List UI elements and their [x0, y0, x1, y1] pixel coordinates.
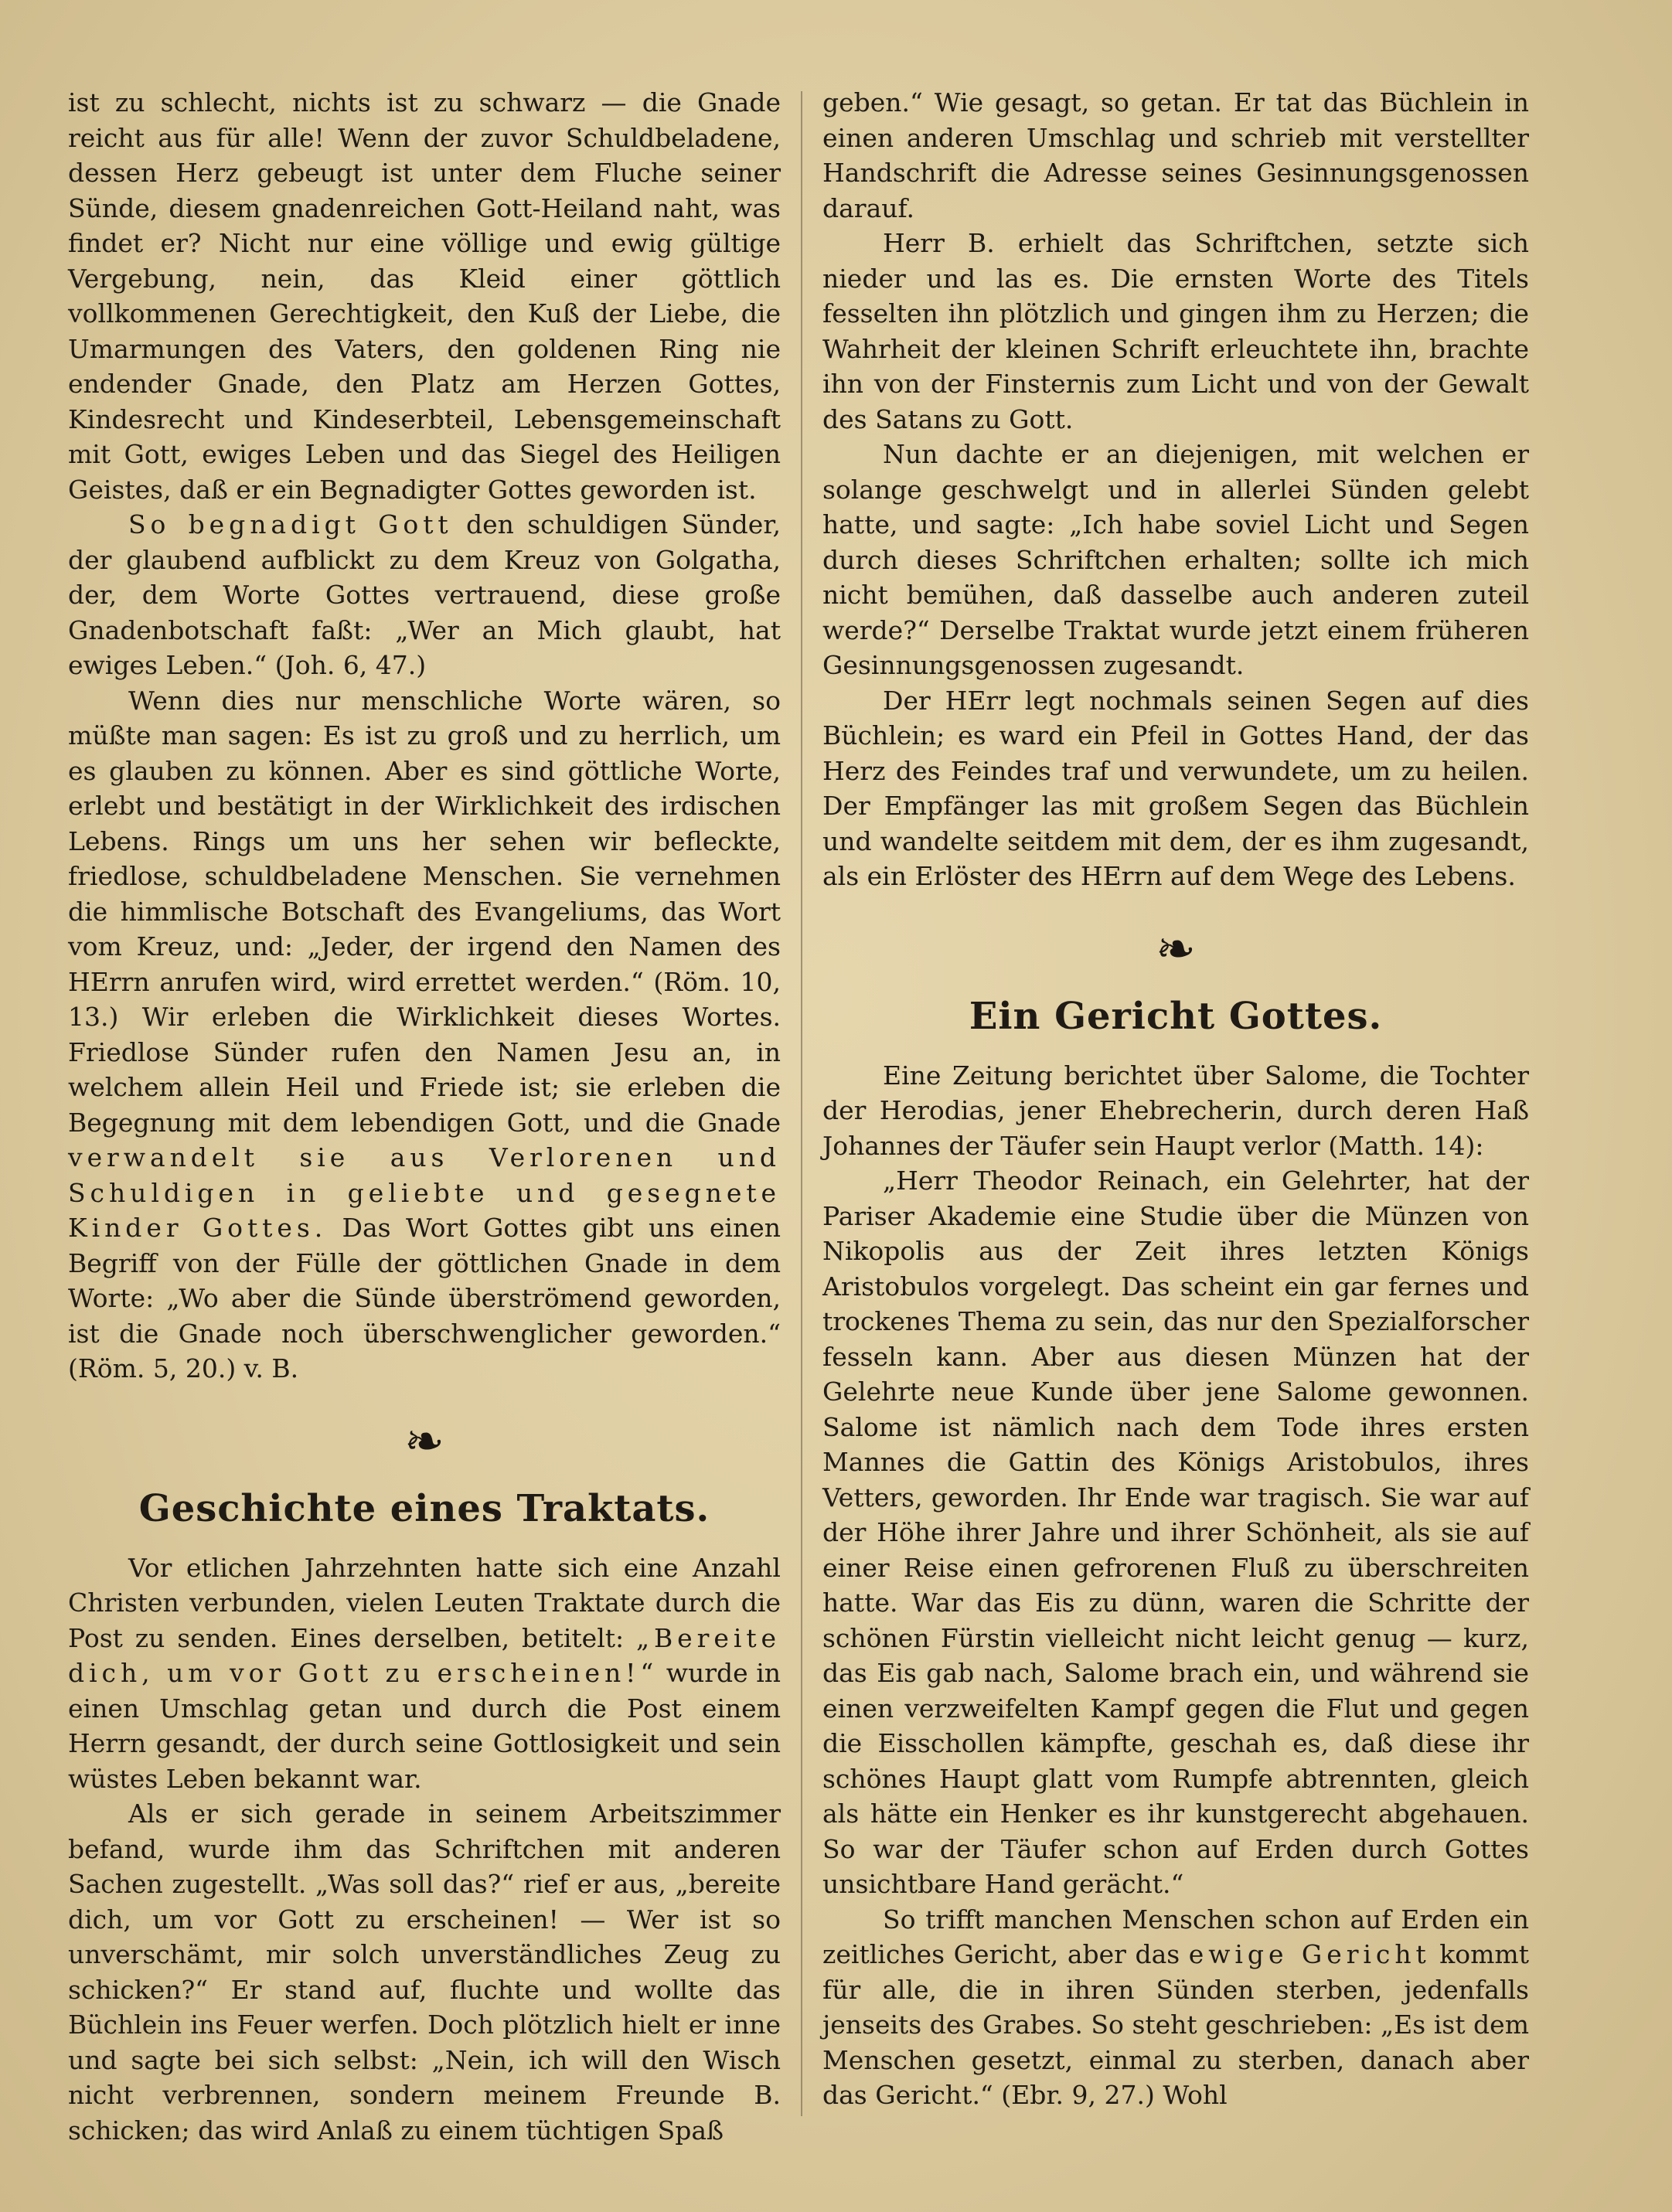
paragraph [68, 1550, 781, 1797]
emphasized-text: „Bereite dich, um vor Gott zu erscheinen!“ [68, 1622, 781, 1688]
paragraph: Eine Zeitung berichtet über Salome, die Tochter der Herodias, jener Ehebrecherin, durch deren Haß Johannes der Täufer sein Haupt verlor (Matth. 14): [822, 1060, 1529, 1161]
emphasized-text: verwandelt sie aus Verlorenen und Schuldigen in geliebte und gesegnete Kinder Gottes. [68, 1142, 781, 1243]
ornament-icon: ❧ [404, 1412, 444, 1469]
column-divider [801, 91, 802, 2116]
article-heading: Geschichte eines Traktats. [138, 1486, 710, 1530]
paragraph: geben.“ Wie gesagt, so getan. Er tat das Büchlein in einen anderen Umschlag und schrieb mit verstellter Handschrift die Adresse seines Gesinnungsgenossen darauf. [822, 87, 1529, 223]
paragraph: Als er sich gerade in seinem Arbeitszimmer befand, wurde ihm das Schriftchen mit anderen Sachen zugestellt. „Was soll das?“ rief er aus, „bereite dich, um vor Gott zu erscheinen! — Wer ist so unverschämt, mir solch unverständliches Zeug zu schicken?“ Er stand auf, fluchte und wollte das Büchlein ins Feuer werfen. Doch plötzlich hielt er inne und sagte bei sich selbst: „Nein, ich will den Wisch nicht verbrennen, sondern meinem Freunde B. schicken; das wird Anlaß zu einem tüchtigen Spaß [68, 1799, 781, 2146]
paragraph: Nun dachte er an diejenigen, mit welchen er solange geschwelgt und in allerlei Sünden gelebt hatte, und sagte: „Ich habe soviel Licht und Segen durch dieses Schriftchen erhalten; sollte ich mich nicht bemühen, daß dasselbe auch anderen zuteil werde?“ Derselbe Traktat wurde jetzt einem früheren Gesinnungsgenossen zugesandt. [822, 439, 1529, 680]
article-heading: Ein Gericht Gottes. [969, 994, 1383, 1038]
paragraph-text: Wenn dies nur menschliche Worte wären, so müßte man sagen: Es ist zu groß und zu herrlich, um es glauben zu können. Aber es sind göttliche Worte, erlebt und bestätigt in der Wirklichkeit des irdischen Lebens. Rings um uns her sehen wir befleckte, friedlose, schuldbeladene Menschen. Sie vernehmen die himmlische Botschaft des Evangeliums, das Wort vom Kreuz, und: „Jeder, der irgend den Namen des HErrn anrufen wird, wird errettet werden.“ (Röm. 10, 13.) Wir erleben die Wirklichkeit dieses Wortes. Friedlose Sünder rufen den Namen Jesu an, in welchem allein Heil und Friede ist; sie erleben die Begegnung mit dem lebendigen Gott, und die Gnade [68, 685, 781, 1138]
paragraph: Herr B. erhielt das Schriftchen, setzte sich nieder und las es. Die ernsten Worte des Titels fesselten ihn plötzlich und gingen ihm zu Herzen; die Wahrheit der kleinen Schrift erleuchtete ihn, brachte ihn von der Finsternis zum Licht und von der Gewalt des Satans zu Gott. [822, 228, 1529, 434]
paragraph [68, 507, 781, 683]
paragraph-text: Vor etlichen Jahrzehnten hatte sich eine Anzahl Christen verbunden, vielen Leuten Traktate durch die Post zu senden. Eines derselben, betitelt: [68, 1552, 781, 1653]
paragraph-text: den schuldigen Sünder, der glaubend aufblickt zu dem Kreuz von Golgatha, der, dem Worte Gottes vertrauend, diese große Gnadenbotschaft faßt: „Wer an Mich glaubt, hat ewiges Leben.“ (Joh. 6, 47.) [68, 509, 781, 680]
paragraph [68, 683, 781, 1387]
paragraph-text: wurde in einen Umschlag getan und durch die Post einem Herrn gesandt, der durch seine Gottlosigkeit und sein wüstes Leben bekannt war. [68, 1658, 782, 1794]
paragraph-text: Das Wort Gottes gibt uns einen Begriff von der Fülle der göttlichen Gnade in dem Worte: „Wo aber die Sünde überströmend geworden, ist die Gnade noch überschwenglicher geworden.“ (Röm. 5, 20.) v. B. [68, 1213, 781, 1383]
ornament-icon: ❧ [1156, 920, 1196, 977]
paragraph-text: kommt für alle, die in ihren Sünden sterben, jedenfalls jenseits des Grabes. So steht geschrieben: „Es ist dem Menschen gesetzt, einmal zu sterben, danach aber das Gericht.“ (Ebr. 9, 27.) Wohl [822, 1939, 1529, 2110]
emphasized-text: ewige Gericht [1188, 1939, 1431, 1969]
left-column [68, 85, 781, 2148]
paragraph: ist zu schlecht, nichts ist zu schwarz — die Gnade reicht aus für alle! Wenn der zuvor Schuldbeladene, dessen Herz gebeugt ist unter dem Fluche seiner Sünde, diesem gnadenreichen Gott-Heiland naht, was findet er? Nicht nur eine völlige und ewig gültige Vergebung, nein, das Kleid einer göttlich vollkommenen Gerechtigkeit, den Kuß der Liebe, die Umarmungen des Vaters, den goldenen Ring nie endender Gnade, den Platz am Herzen Gottes, Kindesrecht und Kindeserbteil, Lebensgemeinschaft mit Gott, ewiges Leben und das Siegel des Heiligen Geistes, daß er ein Begnadigter Gottes geworden ist. [68, 87, 781, 505]
right-column [822, 85, 1529, 2113]
paragraph: „Herr Theodor Reinach, ein Gelehrter, hat der Pariser Akademie eine Studie über die Münzen von Nikopolis aus der Zeit ihres letzten Königs Aristobulos vorgelegt. Das scheint ein gar fernes und trockenes Thema zu sein, das nur den Spezialforscher fesseln kann. Aber aus diesen Münzen hat der Gelehrte neue Kunde über jene Salome gewonnen. Salome ist nämlich nach dem Tode ihres ersten Mannes die Gattin des Königs Aristobulos, ihres Vetters, geworden. Ihr Ende war tragisch. Sie war auf der Höhe ihrer Jahre und ihrer Schönheit, als sie auf einer Reise einen gefrorenen Fluß zu überschreiten hatte. War das Eis zu dünn, waren die Schritte der schönen Fürstin vielleicht nicht leicht genug — kurz, das Eis gab nach, Salome brach ein, und während sie einen verzweifelten Kampf gegen die Flut und gegen die Eisschollen kämpfte, geschah es, daß diese ihr schönes Haupt glatt vom Rumpfe abtrennten, gleich als hätte ein Henker es ihr kunstgerecht abgehauen. So war der Täufer schon auf Erden durch Gottes unsichtbare Hand gerächt.“ [822, 1166, 1529, 1899]
paragraph: Der HErr legt nochmals seinen Segen auf dies Büchlein; es ward ein Pfeil in Gottes Hand, der das Herz des Feindes traf und verwundete, um zu heilen. Der Empfänger las mit großem Segen das Büchlein und wandelte seitdem mit dem, der es ihm zugesandt, als ein Erlöster des HErrn auf dem Wege des Lebens. [822, 685, 1529, 891]
paragraph-text: So trifft manchen Menschen schon auf Erden ein zeitliches Gericht, aber das [822, 1904, 1529, 1969]
paragraph [822, 1902, 1529, 2113]
emphasized-text: So begnadigt Gott [128, 509, 453, 539]
